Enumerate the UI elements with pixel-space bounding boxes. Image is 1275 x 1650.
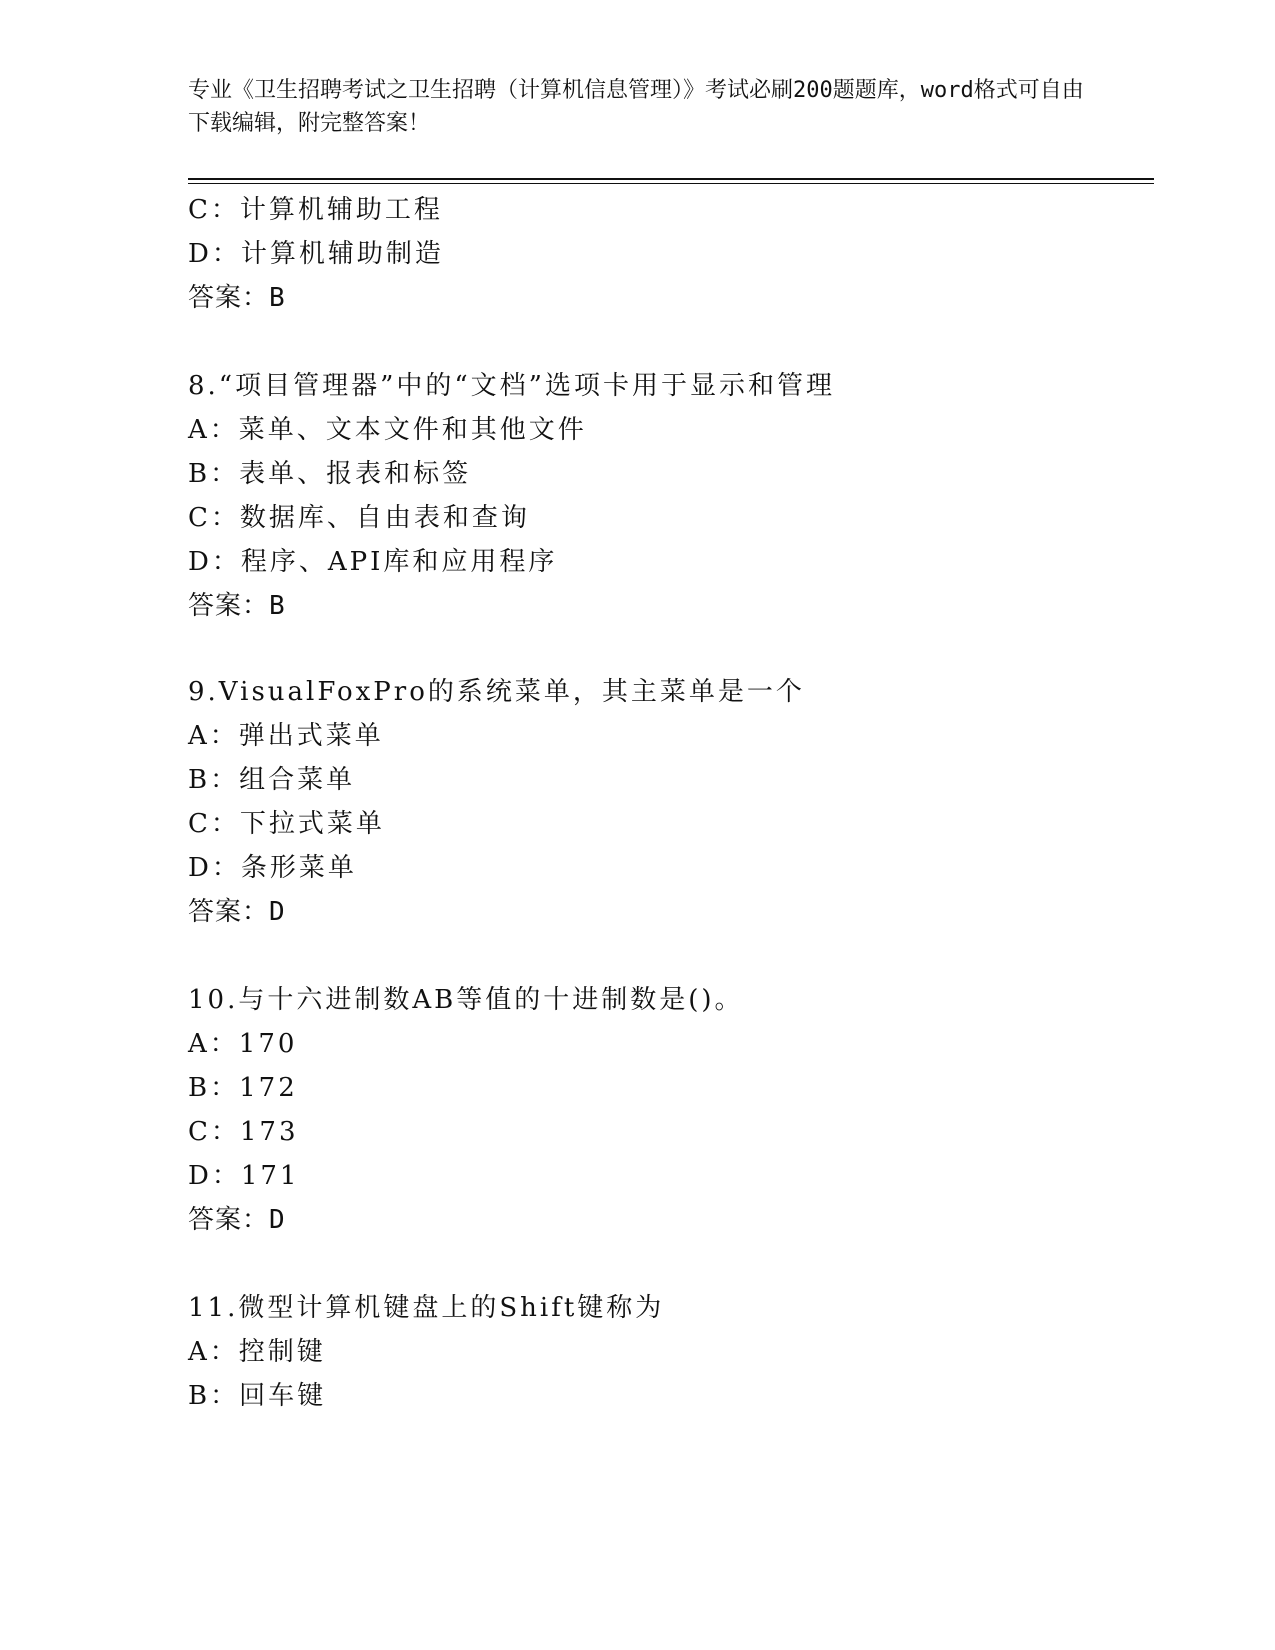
q9-question: 9.VisualFoxPro的系统菜单，其主菜单是一个 bbox=[188, 677, 805, 707]
q10-question: 10.与十六进制数AB等值的十进制数是()。 bbox=[188, 985, 744, 1015]
q8-option-b: B：表单、报表和标签 bbox=[188, 459, 472, 489]
header-divider-thick bbox=[188, 178, 1154, 180]
q7-option-d: D：计算机辅助制造 bbox=[188, 239, 444, 269]
q9-option-a: A：弹出式菜单 bbox=[188, 721, 384, 751]
header-divider-thin bbox=[188, 183, 1154, 184]
q10-option-b: B：172 bbox=[188, 1073, 298, 1103]
q8-option-d: D：程序、API库和应用程序 bbox=[188, 547, 558, 577]
q8-answer: 答案：B bbox=[188, 591, 286, 621]
q10-option-a: A：170 bbox=[188, 1029, 298, 1059]
q11-question: 11.微型计算机键盘上的Shift键称为 bbox=[188, 1293, 665, 1323]
q9-option-b: B：组合菜单 bbox=[188, 765, 356, 795]
q11-option-b: B：回车键 bbox=[188, 1381, 327, 1411]
q10-answer: 答案：D bbox=[188, 1205, 286, 1235]
q10-option-c: C：173 bbox=[188, 1117, 299, 1147]
q8-question: 8.“项目管理器”中的“文档”选项卡用于显示和管理 bbox=[188, 371, 835, 401]
q9-option-d: D：条形菜单 bbox=[188, 853, 357, 883]
document-header: 专业《卫生招聘考试之卫生招聘（计算机信息管理）》考试必刷200题题库，word格式可自由下载编辑，附完整答案！ bbox=[188, 78, 1084, 136]
q11-option-a: A：控制键 bbox=[188, 1337, 326, 1367]
q8-option-a: A：菜单、文本文件和其他文件 bbox=[188, 415, 587, 445]
q10-option-d: D：171 bbox=[188, 1161, 300, 1191]
q9-answer: 答案：D bbox=[188, 897, 286, 927]
q7-option-c: C：计算机辅助工程 bbox=[188, 195, 443, 225]
q7-answer: 答案：B bbox=[188, 283, 286, 313]
q8-option-c: C：数据库、自由表和查询 bbox=[188, 503, 530, 533]
q9-option-c: C：下拉式菜单 bbox=[188, 809, 385, 839]
